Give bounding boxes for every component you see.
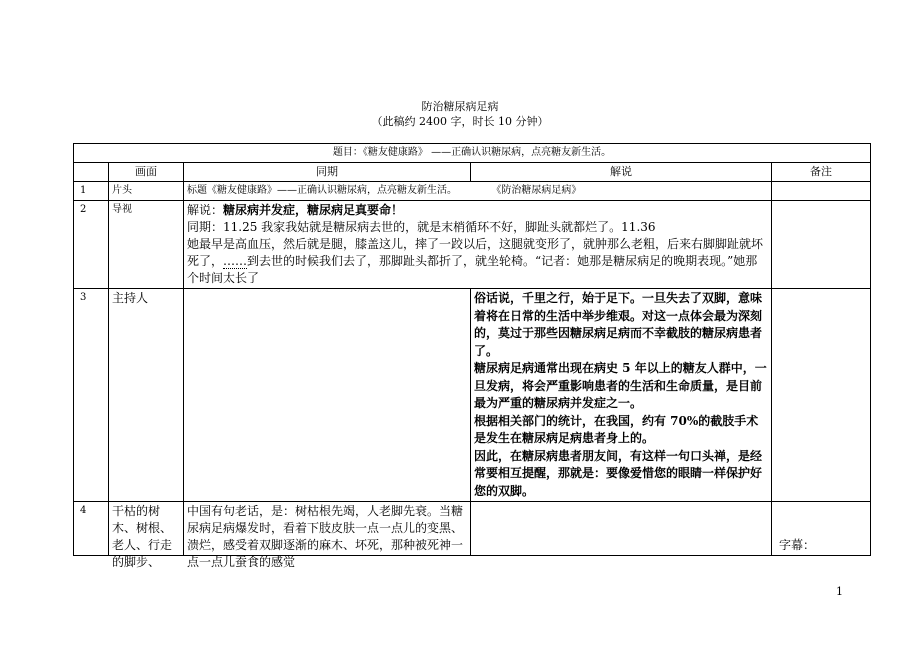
table-row [74,289,871,502]
document-title: 防治糖尿病足病 [421,100,499,113]
row-narration [471,502,772,556]
row-sync: 中国有句老话，是：树枯根先竭，人老脚先衰。当糖尿病足病爆发时，看着下肢皮肤一点一点儿的变黑、溃烂，感受着双脚逐渐的麻木、坏死，那种被死神一点一点儿蚕食的感觉 [184,502,471,556]
row-remark [772,289,871,502]
header-scene: 画面 [109,163,184,182]
row-sync [184,182,772,201]
header-sync: 同期 [184,163,471,182]
row-scene: 导视 [109,201,184,289]
header-row [74,163,871,182]
header-remark: 备注 [772,163,871,182]
header-num [74,163,109,182]
row-number: 3 [74,289,109,502]
row-remark: 字幕： [772,502,871,556]
row-sync [184,289,471,502]
table-row [74,182,871,201]
row-remark [772,201,871,289]
row-number: 1 [74,182,109,201]
sync-line: 她最早是高血压，然后就是腿，膝盖这儿，摔了一跤以后，这腿就变形了，就肿那么老粗，后来右脚脚趾就坏死了，……到去世的时候我们去了，那脚趾头都折了，就坐轮椅。“记者：她那是糖尿病足的晚期表现。”她那个时间太长了 [187,237,764,285]
narration-paragraph: 根据相关部门的统计，在我国，约有 70%的截肢手术是发生在糖尿病足病患者身上的。 [474,413,759,445]
header-narration: 解说 [471,163,772,182]
row-scene: 干枯的树木、树根、老人、行走的脚步、 [109,502,184,556]
row-number: 2 [74,201,109,289]
row-remark [772,182,871,201]
preview-headline: 糖尿病并发症，糖尿病足真要命！ [223,203,404,217]
row-sync [184,201,772,289]
topic-cell: 题目：《糖友健康路》 ——正确认识糖尿病，点亮糖友新生活。 [74,144,871,163]
row1-title: 标题《糖友健康路》——正确认识糖尿病，点亮糖友新生活。 [187,185,457,196]
document-subtitle: （此稿约 2400 字，时长 10 分钟） [371,115,549,128]
sync-line: 同期：11.25 我家我姑就是糖尿病去世的，就是末梢循环不好，脚趾头就都烂了。11.36 [187,220,656,234]
narration-paragraph: 因此，在糖尿病患者朋友间，有这样一句口头禅，是经常要相互提醒，那就是：要像爱惜您的眼睛一样保护好您的双脚。 [474,448,763,498]
narration-paragraph: 俗话说，千里之行，始于足下。一旦失去了双脚，意味着将在日常的生活中举步维艰。对这一点体会最为深刻的，莫过于那些因糖尿病足病而不幸截肢的糖尿病患者了。 [474,291,763,358]
script-table [73,143,871,569]
row1-subtitle: 《防治糖尿病足病》 [491,185,582,196]
row-narration [471,289,772,502]
narration-paragraph: 糖尿病足病通常出现在病史 5 年以上的糖友人群中，一旦发病，将会严重影响患者的生活和生命质量，是目前最为严重的糖尿病并发症之一。 [474,361,767,410]
topic-row [74,144,871,163]
row-scene: 主持人 [109,289,184,502]
preview-label: 解说： [187,203,224,217]
table-row [74,502,871,556]
row-scene: 片头 [109,182,184,201]
row-number: 4 [74,502,109,556]
page-number: 1 [836,585,843,598]
table-row [74,201,871,289]
